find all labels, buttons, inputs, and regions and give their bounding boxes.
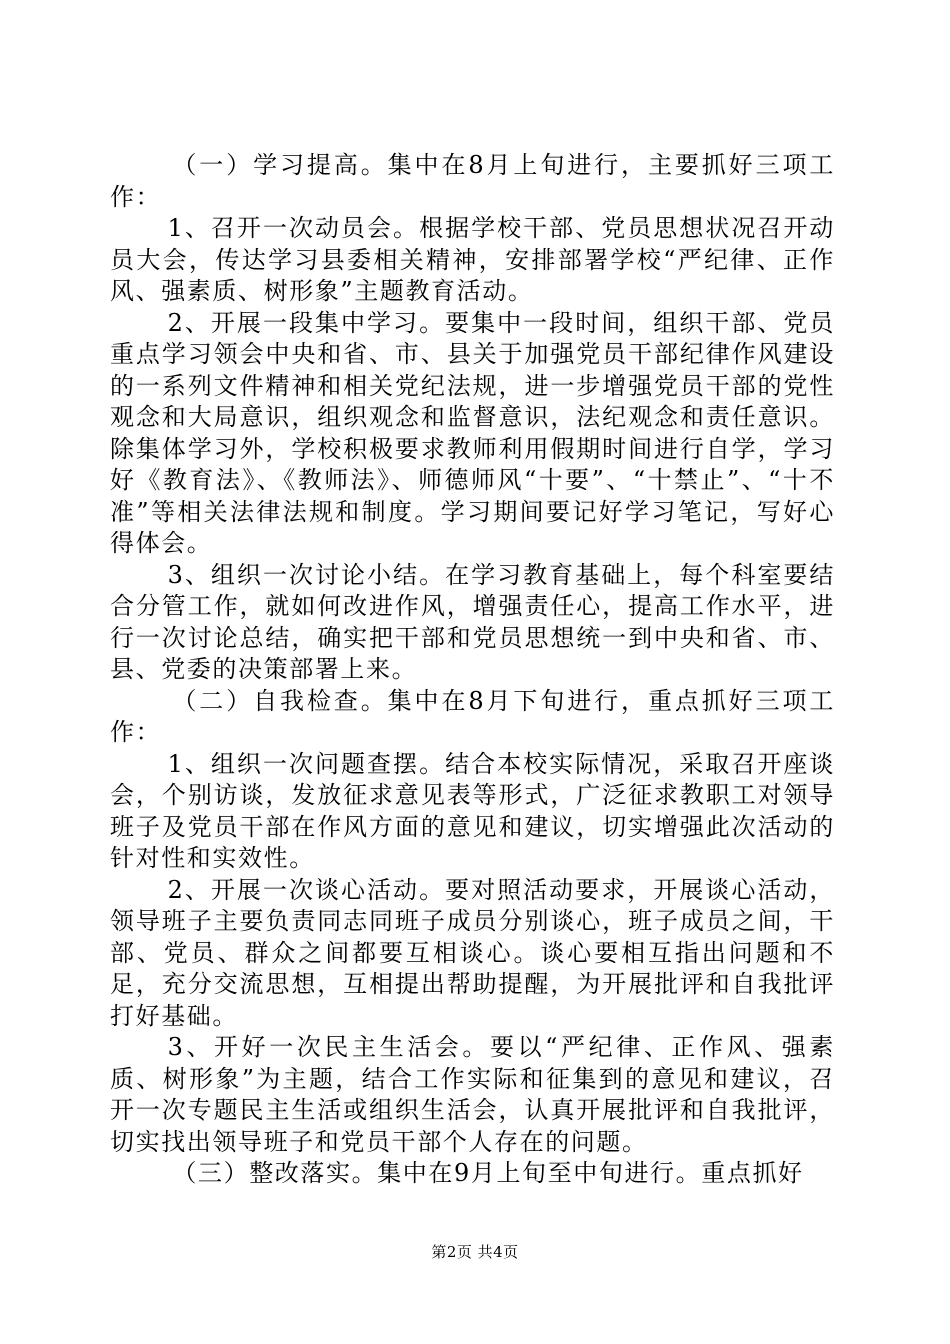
- section-1-item-3: 3、组织一次讨论小结。在学习教育基础上，每个科室要结合分管工作，就如何改进作风，增强责任心，提高工作水平，进行一次讨论总结，确实把干部和党员思想统一到中央和省、市、县、党委的决策部署上来。: [110, 560, 835, 683]
- section-2-item-1: 1、组织一次问题查摆。结合本校实际情况，采取召开座谈会，个别访谈，发放征求意见表等形式，广泛征求教职工对领导班子及党员干部在作风方面的意见和建议，切实增强此次活动的针对性和实效性。: [110, 749, 835, 872]
- section-1-item-2: 2、开展一段集中学习。要集中一段时间，组织干部、党员重点学习领会中央和省、市、县关于加强党员干部纪律作风建设的一系列文件精神和相关党纪法规，进一步增强党员干部的党性观念和大局意识，组织观念和监督意识，法纪观念和责任意识。除集体学习外，学校积极要求教师利用假期时间进行自学，学习好《教育法》、《教师法》、师德师风“十要”、“十禁止”、“十不准”等相关法律法规和制度。学习期间要记好学习笔记，写好心得体会。: [110, 308, 835, 557]
- section-2-item-2: 2、开展一次谈心活动。要对照活动要求，开展谈心活动，领导班子主要负责同志同班子成员分别谈心，班子成员之间，干部、党员、群众之间都要互相谈心。谈心要相互指出问题和不足，充分交流思想，互相提出帮助提醒，为开展批评和自我批评打好基础。: [110, 875, 835, 1030]
- page-footer: 第2页 共4页: [431, 1243, 519, 1261]
- section-1-heading: （一）学习提高。集中在8月上旬进行，主要抓好三项工作：: [110, 151, 835, 211]
- section-1-item-1: 1、召开一次动员会。根据学校干部、党员思想状况召开动员大会，传达学习县委相关精神，安排部署学校“严纪律、正作风、强素质、树形象”主题教育活动。: [110, 214, 835, 305]
- section-2-item-3: 3、开好一次民主生活会。要以“严纪律、正作风、强素质、树形象”为主题，结合工作实际和征集到的意见和建议，召开一次专题民主生活或组织生活会，认真开展批评和自我批评，切实找出领导班子和党员干部个人存在的问题。: [110, 1033, 835, 1156]
- section-3-heading: （三）整改落实。集中在9月上旬至中旬进行。重点抓好: [172, 1159, 804, 1187]
- document-body: [110, 150, 835, 1190]
- section-2-heading: （二）自我检查。集中在8月下旬进行，重点抓好三项工作：: [110, 686, 835, 746]
